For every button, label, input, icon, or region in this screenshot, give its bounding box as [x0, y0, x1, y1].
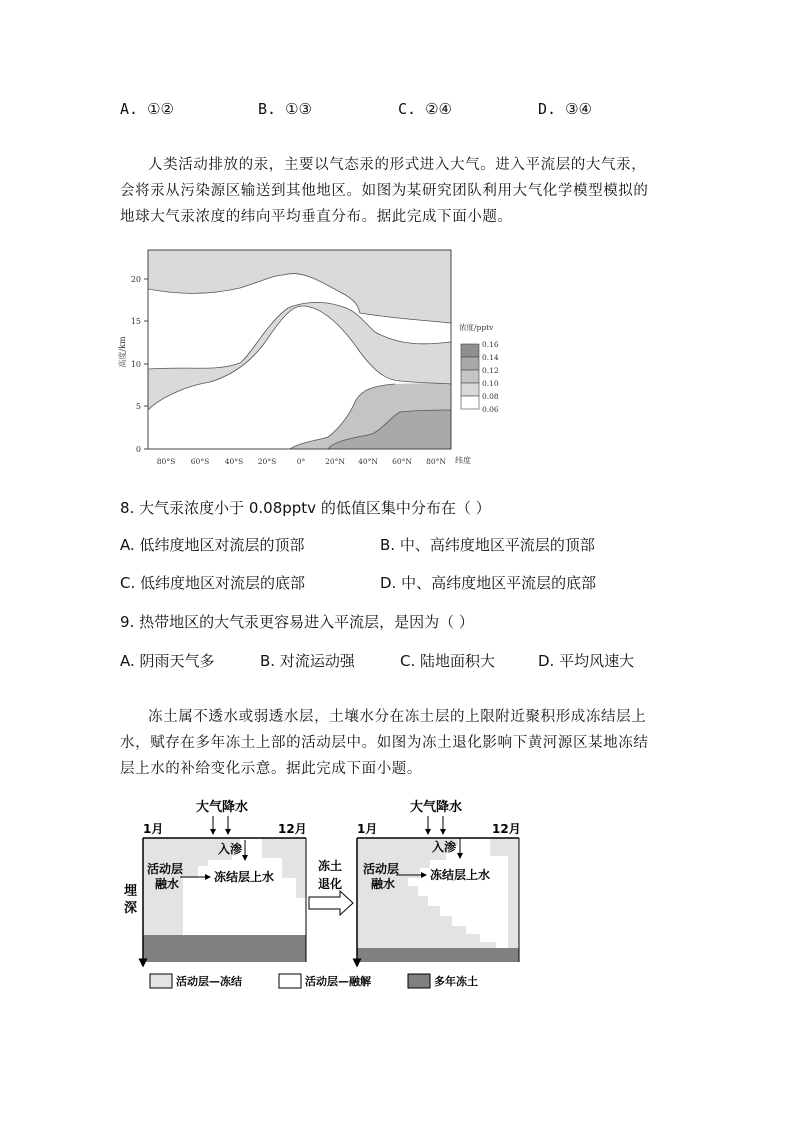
- legend-title: 浓度/pptv: [459, 323, 494, 332]
- question-9-stem: 9. 热带地区的大气汞更容易进入平流层，是因为（ ）: [120, 613, 474, 631]
- q9-option-a[interactable]: A. 阴雨天气多: [120, 652, 215, 670]
- right-permafrost: [357, 948, 519, 962]
- intro2-line2: 水，赋存在多年冻土上部的活动层中。如图为冻土退化影响下黄河源区某地冻结: [120, 735, 649, 751]
- prev-option-b: B. ①③: [258, 100, 312, 118]
- depth-label-2: 深: [124, 901, 138, 916]
- intro1-line1: 人类活动排放的汞，主要以气态汞的形式进入大气。进入平流层的大气汞，: [148, 157, 647, 173]
- question-8-stem: 8. 大气汞浓度小于 0.08pptv 的低值区集中分布在（ ）: [120, 499, 491, 517]
- q8-option-b[interactable]: B. 中、高纬度地区平流层的顶部: [380, 536, 595, 554]
- legend-swatch-014: [461, 357, 479, 370]
- q9-option-c[interactable]: C. 陆地面积大: [400, 652, 496, 670]
- legend-swatch-permafrost: [408, 974, 430, 988]
- prev-option-c: C. ②④: [398, 100, 452, 118]
- diagram-legend: [150, 974, 478, 988]
- intro1-line3: 地球大气汞浓度的纬向平均垂直分布。据此完成下面小题。: [120, 209, 513, 225]
- prev-option-a: A. ①②: [120, 100, 174, 118]
- q8-option-d[interactable]: D. 中、高纬度地区平流层的底部: [380, 574, 597, 592]
- x-axis: [157, 455, 471, 466]
- right-precip-label: 大气降水: [410, 800, 463, 815]
- left-permafrost: [143, 935, 306, 962]
- legend-swatch-016: [461, 344, 479, 357]
- right-infiltration-label: 入渗: [432, 840, 457, 854]
- right-suprapermafrost-label: 冻结层上水: [430, 868, 491, 882]
- intro2-line1: 冻土属不透水或弱透水层，土壤水分在冻土层的上限附近聚积形成冻结层上: [148, 709, 647, 725]
- x-tick-80n: 80°N: [426, 457, 446, 466]
- y-axis-label: 高度/km: [118, 336, 127, 368]
- legend-label-006: 0.06: [482, 405, 499, 414]
- x-tick-0: 0°: [296, 457, 306, 466]
- x-tick-20s: 20°S: [257, 457, 277, 466]
- right-melt-label-1: 活动层: [363, 862, 400, 876]
- y-axis: [117, 275, 148, 454]
- left-suprapermafrost-label: 冻结层上水: [214, 870, 275, 884]
- panel-after: [357, 799, 521, 966]
- q9-option-d[interactable]: D. 平均风速大: [538, 652, 635, 670]
- q8-option-a[interactable]: A. 低纬度地区对流层的顶部: [120, 536, 305, 554]
- panel-before: [124, 799, 307, 966]
- y-tick-0: 0: [135, 445, 141, 454]
- depth-label-1: 埋: [124, 884, 138, 899]
- x-axis-label: 纬度: [455, 456, 471, 465]
- chart-legend: [459, 322, 499, 414]
- left-dec-label: 12月: [278, 822, 307, 836]
- x-tick-40n: 40°N: [358, 457, 378, 466]
- y-tick-15: 15: [130, 317, 141, 326]
- left-jan-label: 1月: [143, 822, 164, 836]
- degrade-label-2: 退化: [318, 877, 343, 891]
- right-dec-label: 12月: [492, 822, 521, 836]
- x-tick-40s: 40°S: [224, 457, 244, 466]
- legend-swatch-008: [461, 396, 479, 409]
- intro-paragraph-mercury: [120, 152, 680, 230]
- x-tick-80s: 80°S: [156, 457, 176, 466]
- legend-label-012: 0.12: [482, 366, 499, 375]
- y-tick-20: 20: [130, 275, 141, 284]
- x-tick-60n: 60°N: [392, 457, 412, 466]
- degrade-label-1: 冻土: [318, 859, 343, 873]
- left-precip-label: 大气降水: [196, 800, 249, 815]
- intro-paragraph-permafrost: [120, 704, 680, 782]
- right-jan-label: 1月: [357, 822, 378, 836]
- legend-label-014: 0.14: [482, 353, 499, 362]
- legend-swatch-010: [461, 383, 479, 396]
- legend-thawed-label: 活动层—融解: [305, 975, 371, 988]
- intro2-line3: 层上水的补给变化示意。据此完成下面小题。: [120, 761, 422, 777]
- left-melt-label-2: 融水: [155, 877, 180, 891]
- q9-option-b[interactable]: B. 对流运动强: [260, 652, 355, 670]
- x-tick-60s: 60°S: [190, 457, 210, 466]
- legend-swatch-thawed: [279, 974, 301, 988]
- legend-frozen-label: 活动层—冻结: [176, 975, 242, 988]
- degradation-arrow: [309, 858, 353, 915]
- y-tick-10: 10: [130, 360, 141, 369]
- legend-swatch-frozen: [150, 974, 172, 988]
- left-melt-label-1: 活动层: [147, 862, 184, 876]
- intro1-line2: 会将汞从污染源区输送到其他地区。如图为某研究团队利用大气化学模型模拟的: [120, 183, 649, 199]
- legend-label-010: 0.10: [482, 379, 499, 388]
- legend-permafrost-label: 多年冻土: [434, 975, 478, 988]
- legend-label-008: 0.08: [482, 392, 499, 401]
- q8-option-c[interactable]: C. 低纬度地区对流层的底部: [120, 574, 306, 592]
- permafrost-diagram: [0, 795, 794, 1000]
- y-tick-5: 5: [135, 402, 141, 411]
- prev-option-d: D. ③④: [538, 100, 592, 118]
- mercury-contour-chart: [0, 240, 794, 470]
- right-melt-label-2: 融水: [371, 877, 396, 891]
- x-tick-20n: 20°N: [325, 457, 345, 466]
- legend-swatch-012: [461, 370, 479, 383]
- left-infiltration-label: 入渗: [218, 842, 243, 856]
- legend-label-016: 0.16: [482, 340, 499, 349]
